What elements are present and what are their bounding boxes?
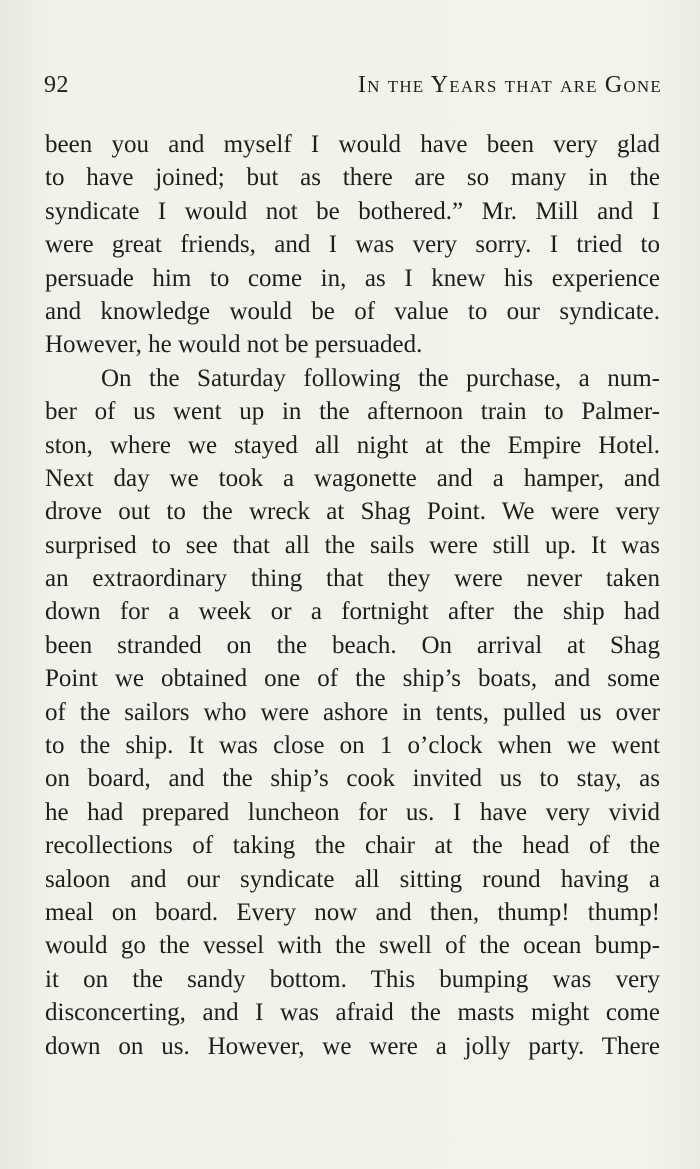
text-line: syndicate I would not be bothered.” Mr. Mill and I <box>45 197 660 225</box>
text-line: saloon and our syndicate all sitting round having a <box>45 865 660 893</box>
text-line: and knowledge would be of value to our syndicate. <box>45 297 660 325</box>
text-line: persuade him to come in, as I knew his experience <box>45 264 660 292</box>
page-header <box>40 72 662 106</box>
text-line: disconcerting, and I was afraid the masts might come <box>45 999 660 1027</box>
text-line: ber of us went up in the afternoon train to Palmer- <box>45 398 660 426</box>
text-line: to the ship. It was close on 1 o’clock when we went <box>45 732 660 760</box>
text-line: However, he would not be persuaded. <box>45 331 423 359</box>
text-line: were great friends, and I was very sorry. I tried to <box>45 231 660 259</box>
text-line: been you and myself I would have been very glad <box>45 131 660 158</box>
paragraph-first-line: On the Saturday following the purchase, a num- <box>101 364 660 392</box>
text-line: down for a week or a fortnight after the ship had <box>45 598 660 626</box>
text-line: it on the sandy bottom. This bumping was very <box>45 965 660 993</box>
text-line: would go the vessel with the swell of the ocean bump- <box>45 932 660 960</box>
text-line: meal on board. Every now and then, thump! thump! <box>45 898 660 926</box>
text-line: down on us. However, we were a jolly party. There <box>45 1032 660 1060</box>
text-line: Next day we took a wagonette and a hamper, and <box>45 464 660 492</box>
body-text <box>45 128 660 1063</box>
text-line: to have joined; but as there are so many in the <box>45 164 660 192</box>
text-line: recollections of taking the chair at the head of the <box>45 832 660 860</box>
text-line: drove out to the wreck at Shag Point. We were very <box>45 498 660 526</box>
text-line: an extraordinary thing that they were never taken <box>45 565 660 593</box>
text-line: Point we obtained one of the ship’s boats, and some <box>45 665 660 693</box>
text-line: he had prepared luncheon for us. I have very vivid <box>45 798 660 826</box>
running-head: In the Years that are Gone <box>357 72 662 98</box>
page-number: 92 <box>44 72 69 98</box>
text-line: on board, and the ship’s cook invited us to stay, as <box>45 765 660 793</box>
text-line: of the sailors who were ashore in tents, pulled us over <box>45 698 660 726</box>
text-line: ston, where we stayed all night at the Empire Hotel. <box>45 431 660 459</box>
text-line: been stranded on the beach. On arrival at Shag <box>45 631 660 659</box>
text-line: surprised to see that all the sails were still up. It was <box>45 531 660 559</box>
